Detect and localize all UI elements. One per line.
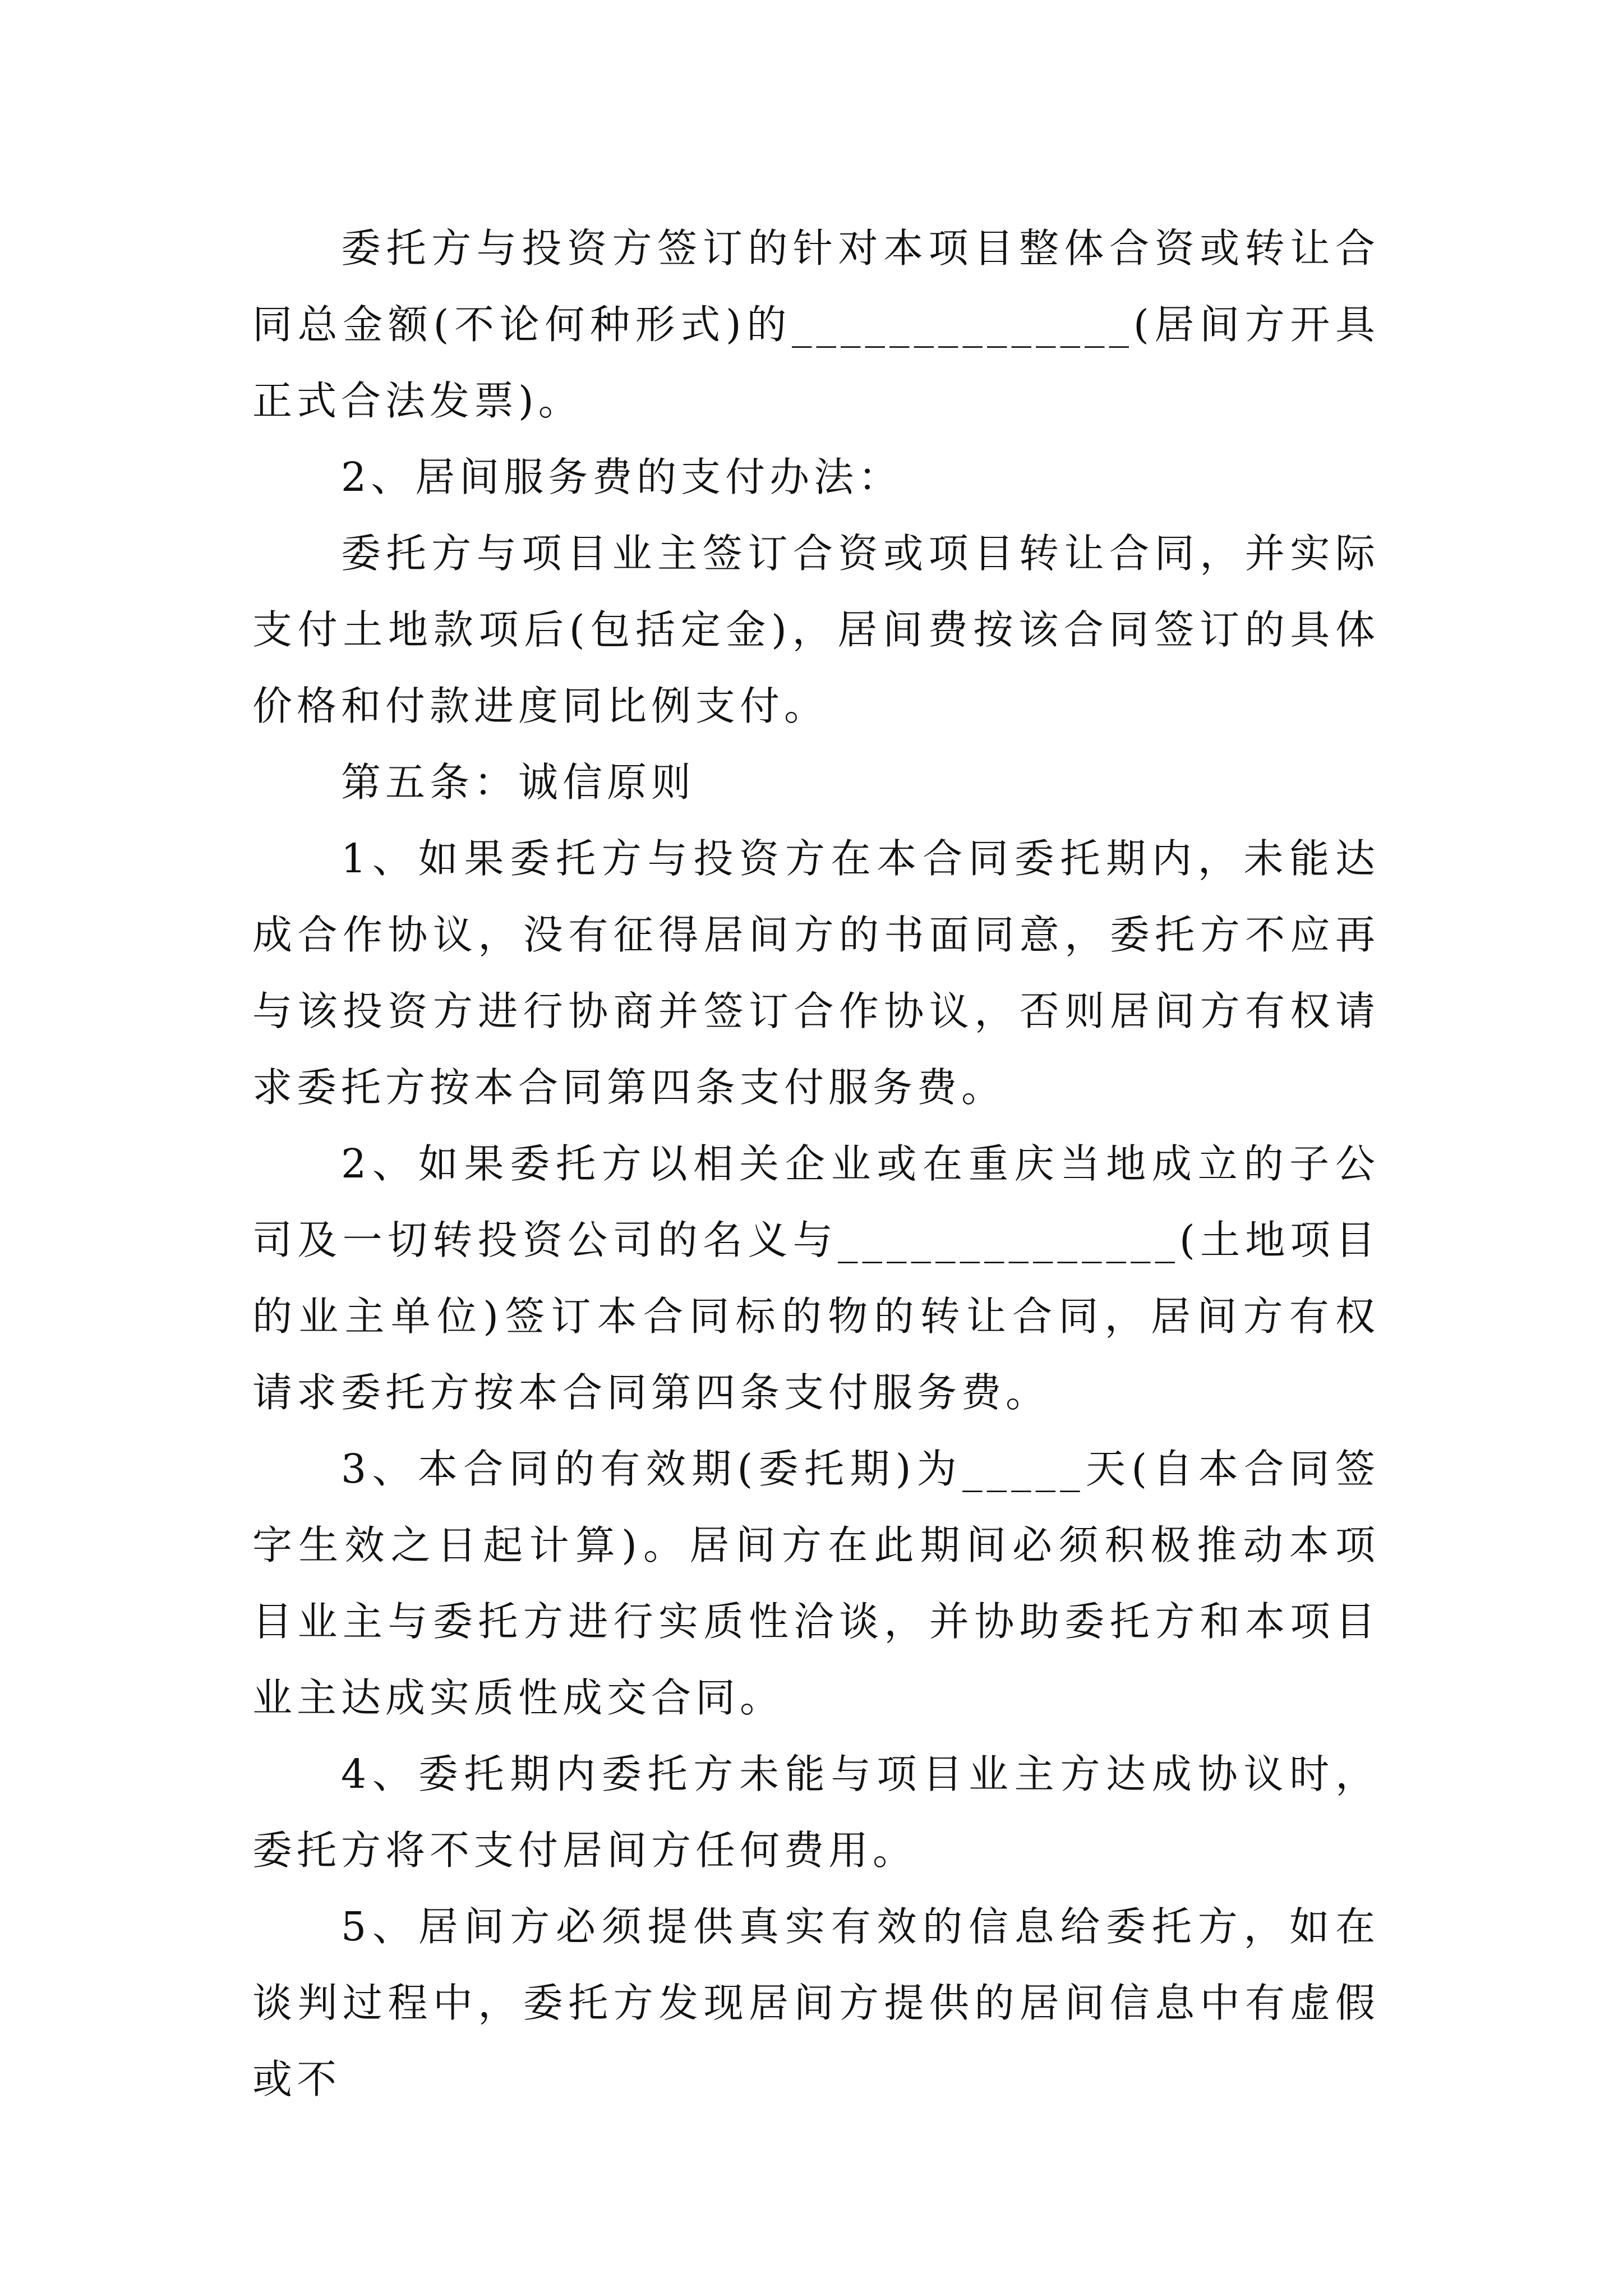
- paragraph-clause-2: 2、如果委托方以相关企业或在重庆当地成立的子公司及一切转投资公司的名义与______________(土地项目的业主单位)签订本合同标的物的转让合同，居间方有权请求委托方按本合同第四条支付服务费。: [252, 1140, 1380, 1416]
- paragraph-clause-4: 4、委托期内委托方未能与项目业主方达成协议时，委托方将不支付居间方任何费用。: [252, 1751, 1380, 1874]
- document-body: [252, 210, 1380, 2118]
- section-heading-article-5: 第五条：诚信原则: [341, 759, 696, 806]
- paragraph-payment-method: 委托方与项目业主签订合资或项目转让合同，并实际支付土地款项后(包括定金)，居间费按该合同签订的具体价格和付款进度同比例支付。: [252, 530, 1380, 729]
- paragraph-clause-5: 5、居间方必须提供真实有效的信息给委托方，如在谈判过程中，委托方发现居间方提供的居间信息中有虚假或不: [252, 1903, 1380, 2102]
- paragraph-clause-1: 1、如果委托方与投资方在本合同委托期内，未能达成合作协议，没有征得居间方的书面同意，委托方不应再与该投资方进行协商并签订合作协议，否则居间方有权请求委托方按本合同第四条支付服务费。: [252, 835, 1380, 1111]
- paragraph-contract-amount: 委托方与投资方签订的针对本项目整体合资或转让合同总金额(不论何种形式)的______________(居间方开具正式合法发票)。: [252, 225, 1380, 424]
- paragraph-clause-3: 3、本合同的有效期(委托期)为_____天(自本合同签字生效之日起计算)。居间方在此期间必须积极推动本项目业主与委托方进行实质性洽谈，并协助委托方和本项目业主达成实质性成交合同。: [252, 1446, 1380, 1721]
- paragraph-payment-method-heading: 2、居间服务费的支付办法：: [341, 454, 903, 500]
